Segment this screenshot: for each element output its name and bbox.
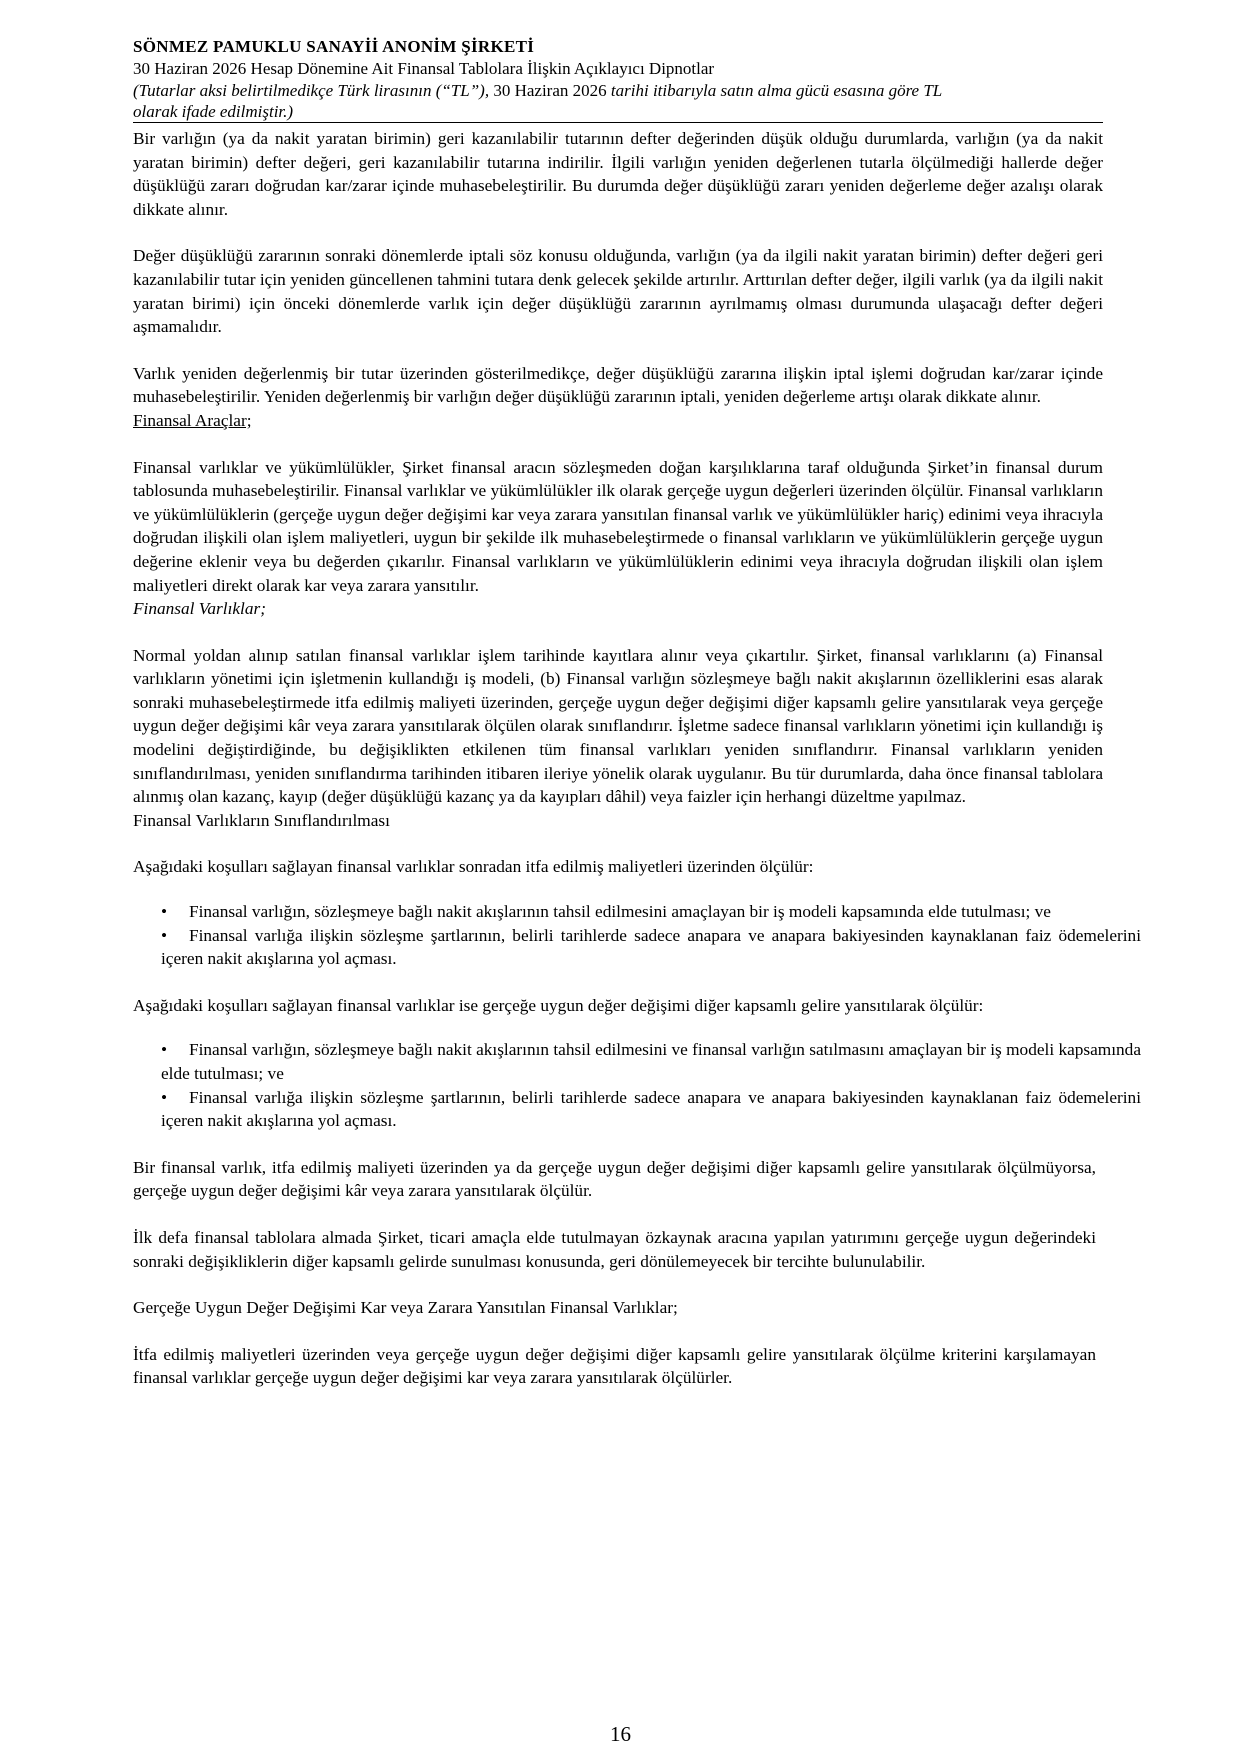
heading-financial-instruments: Finansal Araçlar; (133, 410, 252, 430)
company-name: SÖNMEZ PAMUKLU SANAYİİ ANONİM ŞİRKETİ (133, 37, 535, 56)
report-subtitle: 30 Haziran 2026 Hesap Dönemine Ait Finansal Tablolara İlişkin Açıklayıcı Dipnotlar (133, 59, 715, 78)
list-item: • Finansal varlığa ilişkin sözleşme şartlarının, belirli tarihlerde sadece anapara ve anapara bakiyesinden kaynaklanan faiz ödemelerini içeren nakit akışlarına yol açması. (161, 925, 1141, 969)
page-number: 16 (610, 1722, 631, 1746)
currency-note-date: 30 Haziran 2026 (493, 81, 611, 100)
list-item: • Finansal varlığa ilişkin sözleşme şartlarının, belirli tarihlerde sadece anapara ve anapara bakiyesinden kaynaklanan faiz ödemelerini içeren nakit akışlarına yol açması. (161, 1087, 1141, 1131)
paragraph-financial-assets: Normal yoldan alınıp satılan finansal varlıklar işlem tarihinde kayıtlara alınır veya çıkartılır. Şirket, finansal varlıklarını (a) Finansal varlıkların yönetimi için işletmenin kullandığı iş modeli, (b) Finansal varlığın sözleşmeye bağlı nakit akışlarının özelliklerini esas alarak sonraki muhasebeleştirmede itfa edilmiş maliyeti üzerinden, gerçeğe uygun değer değişimi diğer kapsamlı gelire yansıtılarak veya gerçeğe uygun değer değişimi kâr veya zarara yansıtılarak ölçülen olarak sınıflandırır. İşletme sadece finansal varlıkların yönetimi için kullandığı iş modelini değiştirdiğinde, bu değişiklikten etkilenen tüm finansal varlıkları yeniden sınıflandırır. Finansal varlıkların yeniden sınıflandırılması, yeniden sınıflandırma tarihinden itibaren ileriye yönelik olarak uygulanır. Bu tür durumlarda, daha önce finansal tablolara alınmış olan kazanç, kayıp (değer düşüklüğü kazanç ya da kayıpları dâhil) veya faizler için herhangi düzeltme yapılmaz. (133, 645, 1103, 807)
paragraph-fvtpl: Bir finansal varlık, itfa edilmiş maliyeti üzerinden ya da gerçeğe uygun değer değişimi diğer kapsamlı gelire yansıtılarak ölçülmüyorsa, gerçeğe uygun değer değişimi kâr veya zarara yansıtılarak ölçülür. (133, 1157, 1096, 1201)
heading-financial-assets: Finansal Varlıklar; (133, 599, 266, 619)
paragraph-impairment: Bir varlığın (ya da nakit yaratan birimin) geri kazanılabilir tutarının defter değerinden düşük olduğu durumlarda, varlığın (ya da nakit yaratan birimin) defter değeri, geri kazanılabilir tutarına indirilir. İlgili varlığın yeniden değerlenen tutarla ölçülmediği hallerde değer düşüklüğü zararı doğrudan kar/zarar içinde muhasebeleştirilir. Bu durumda değer düşüklüğü zararı yeniden değerleme değer azalışı olarak dikkate alınır. (133, 129, 1103, 219)
paragraph-fvtpl-assets: İtfa edilmiş maliyetleri üzerinden veya gerçeğe uygun değer değişimi diğer kapsamlı gelire yansıtılarak ölçülme kriterini karşılamayan finansal varlıklar gerçeğe uygun değer değişimi kar veya zarara yansıtılarak ölçülürler. (133, 1344, 1096, 1388)
list-fvoci-conditions (103, 1038, 1141, 1132)
currency-note (133, 80, 1103, 101)
bullet-icon: • (161, 1040, 168, 1060)
heading-classification: Finansal Varlıkların Sınıflandırılması (133, 810, 390, 830)
page-header (133, 36, 1103, 122)
paragraph-equity-election: İlk defa finansal tablolara almada Şirket, ticari amaçla elde tutulmayan özkaynak aracına yapılan yatırımını gerçeğe uygun değerindeki sonraki değişikliklerin diğer kapsamlı gelirde sunulması konusunda, geri dönülemeyecek bir tercihte bulunulabilir. (133, 1227, 1096, 1271)
paragraph-financial-instruments: Finansal varlıklar ve yükümlülükler, Şirket finansal aracın sözleşmeden doğan karşılıklarına taraf olduğunda Şirket’in finansal durum tablosunda muhasebeleştirilir. Finansal varlıklar ve yükümlülükler ilk olarak gerçeğe uygun değerleri üzerinden ölçülür. Finansal varlıkların ve yükümlülüklerin (gerçeğe uygun değer değişimi kar veya zarara yansıtılan finansal varlık ve yükümlülükler hariç) edinimi veya ihracıyla doğrudan ilişkili olan işlem maliyetleri, uygun bir şekilde ilk muhasebeleştirmede o finansal varlıkların ve yükümlülüklerin gerçeğe uygun değerine eklenir veya bu değerden çıkarılır. Finansal varlıkların ve yükümlülüklerin edinimi veya ihracıyla doğrudan ilişkili olan işlem maliyetleri direkt olarak kar veya zarara yansıtılır. (133, 457, 1103, 595)
list-amortised-cost-conditions (103, 900, 1141, 971)
currency-note-part-a: (Tutarlar aksi belirtilmedikçe Türk lirasının (“TL”), (133, 81, 494, 100)
currency-note-line2: olarak ifade edilmiştir.) (133, 102, 294, 121)
paragraph-amortised-cost: Aşağıdaki koşulları sağlayan finansal varlıklar sonradan itfa edilmiş maliyetleri üzerinden ölçülür: (133, 857, 814, 877)
bullet-icon: • (161, 925, 168, 945)
currency-note-part-c: tarihi itibarıyla satın alma gücü esasına göre TL (610, 81, 943, 100)
paragraph-reversal-recognition: Varlık yeniden değerlenmiş bir tutar üzerinden gösterilmedikçe, değer düşüklüğü zararına ilişkin iptal işlemi doğrudan kar/zarar içinde muhasebeleştirilir. Yeniden değerlenmiş bir varlığın değer düşüklüğü zararının iptali, yeniden değerleme artışı olarak dikkate alınır. (133, 363, 1103, 407)
list-item: • Finansal varlığın, sözleşmeye bağlı nakit akışlarının tahsil edilmesini amaçlayan bir iş modeli kapsamında elde tutulması; ve (161, 900, 1141, 924)
header-divider (133, 122, 1103, 123)
paragraph-impairment-reversal: Değer düşüklüğü zararının sonraki dönemlerde iptali söz konusu olduğunda, varlığın (ya da ilgili nakit yaratan birimin) defter değeri geri kazanılabilir tutar için yeniden güncellenen tahmini tutara denk gelecek şekilde artırılır. Arttırılan defter değer, ilgili varlık (ya da ilgili nakit yaratan birimi) için önceki dönemlerde varlık için değer düşüklüğü zararının ayrılmamış olması durumunda ulaşacağı defter değeri aşmamalıdır. (133, 246, 1103, 337)
bullet-icon: • (161, 902, 168, 922)
heading-fvtpl-assets: Gerçeğe Uygun Değer Değişimi Kar veya Zarara Yansıtılan Finansal Varlıklar; (133, 1298, 678, 1318)
list-item: • Finansal varlığın, sözleşmeye bağlı nakit akışlarının tahsil edilmesini ve finansal varlığın satılmasını amaçlayan bir iş modeli kapsamında elde tutulması; ve (161, 1040, 1141, 1083)
page-body (133, 127, 1141, 1390)
paragraph-fvoci: Aşağıdaki koşulları sağlayan finansal varlıklar ise gerçeğe uygun değer değişimi diğer kapsamlı gelire yansıtılarak ölçülür: (133, 995, 984, 1015)
bullet-icon: • (161, 1087, 168, 1107)
